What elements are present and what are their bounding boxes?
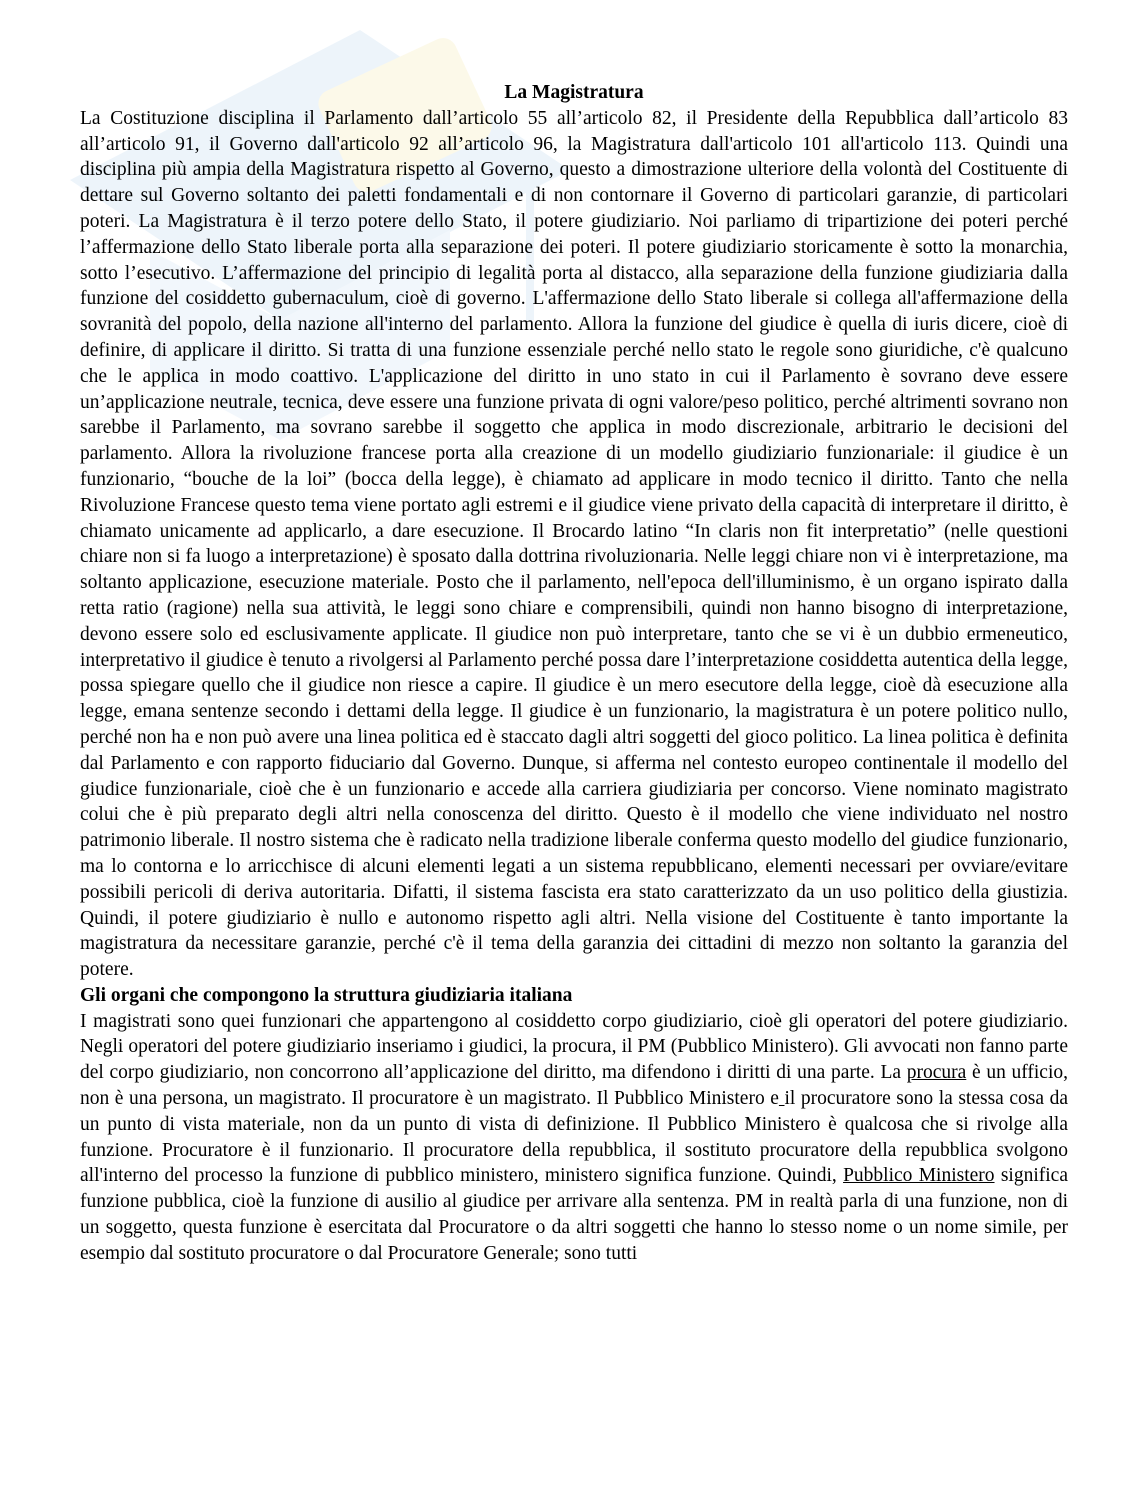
underlined-pubblico-ministero: Pubblico Ministero	[843, 1165, 995, 1187]
paragraph-text-part: I magistrati sono quei funzionari che appartengono al cosiddetto corpo giudiziario, cioè gli operatori del potere giudiziario. Negli operatori del potere giudiziario inseriamo i giudici, la procura, il PM (Pubblico Ministero). Gli avvocati non fanno parte del corpo giudiziario, non concorrono all’applicazione del diritto, ma difendono i diritti di una parte. La	[80, 1010, 1068, 1084]
paragraph-text-part: è un ufficio, non è una persona, un magistrato. Il procuratore è un magistrato. Il Pubblico Ministero e	[80, 1062, 1069, 1110]
underlined-procura: procura	[906, 1062, 967, 1084]
paragraph-intro: La Costituzione disciplina il Parlamento dall’articolo 55 all’articolo 82, il Presidente della Repubblica dall’articolo 83 all’articolo 91, il Governo dall'articolo 92 all’articolo 96, la Magistratura dall'articolo 101 all'articolo 113. Quindi una disciplina più ampia della Magistratura rispetto al Governo, questo a dimostrazione ulteriore della volontà del Costituente di dettare sul Governo soltanto dei paletti fondamentali e di non contornare il Governo di particolari garanzie, di particolari poteri. La Magistratura è il terzo potere dello Stato, il potere giudiziario. Noi parliamo di tripartizione dei poteri perché l’affermazione dello Stato liberale porta alla separazione dei poteri. Il potere giudiziario storicamente è sotto la monarchia, sotto l’esecutivo. L’affermazione del principio di legalità porta al distacco, alla separazione della funzione giudiziaria dalla funzione del cosiddetto gubernaculum, cioè di governo. L'affermazione dello Stato liberale si collega all'affermazione della sovranità del popolo, della nazione all'interno del parlamento. Allora la funzione del giudice è quella di iuris dicere, cioè di definire, di applicare il diritto. Si tratta di una funzione essenziale perché nello stato le regole sono giuridiche, c'è qualcuno che le applica in modo coattivo. L'applicazione del diritto in uno stato in cui il Parlamento è sovrano deve essere un’applicazione neutrale, tecnica, deve essere una funzione privata di ogni valore/peso politico, perché altrimenti sovrano non sarebbe il Parlamento, ma sovrano sarebbe il soggetto che applica in modo discrezionale, arbitrario le decisioni del parlamento. Allora la rivoluzione francese porta alla creazione di un modello giudiziario funzionariale: il giudice è un funzionario, “bouche de la loi” (bocca della legge), è chiamato ad applicare in modo tecnico il diritto. Tanto che nella Rivoluzione Francese questo tema viene portato agli estremi e il giudice viene privato della capacità di interpretare il diritto, è chiamato unicamente ad applicarlo, a dare esecuzione. Il Brocardo latino “In claris non fit interpretatio” (nelle questioni chiare non si fa luogo a interpretazione) è sposato dalla dottrina rivoluzionaria. Nelle leggi chiare non vi è interpretazione, ma soltanto applicazione, esecuzione materiale. Posto che il parlamento, nell'epoca dell'illuminismo, è un organo ispirato dalla retta ratio (ragione) nella sua attività, le leggi sono chiare e comprensibili, quindi non hanno bisogno di interpretazione, devono essere solo ed esclusivamente applicate. Il giudice non può interpretare, tanto che se vi è un dubbio ermeneutico, interpretativo il giudice è tenuto a rivolgersi al Parlamento perché possa dare l’interpretazione cosiddetta autentica della legge, possa spiegare quello che il giudice non riesce a capire. Il giudice è un mero esecutore della legge, cioè dà esecuzione alla legge, emana sentenze secondo i dettami della legge. Il giudice è un funzionario, la magistratura è un potere politico nullo, perché non ha e non può avere una linea politica ed è staccato dagli altri soggetti del gioco politico. La linea politica è definita dal Parlamento e con rapporto fiduciario dal Governo. Dunque, si afferma nel contesto europeo continentale il modello del giudice funzionariale, cioè che è un funzionario e accede alla carriera giudiziaria per concorso. Viene nominato magistrato colui che è più preparato degli altri nella conoscenza del diritto. Questo è il modello che viene individuato nel nostro patrimonio liberale. Il nostro sistema che è radicato nella tradizione liberale conferma questo modello del giudice funzionario, ma lo contorna e lo arricchisce di alcuni elementi legati a un sistema repubblicano, elementi necessari per ovviare/evitare possibili pericoli di deriva autoritaria. Difatti, il sistema fascista era stato caratterizzato da un uso politico della giustizia. Quindi, il potere giudiziario è nullo e autonomo rispetto agli altri. Nella visione del Costituente è tanto importante la magistratura da necessitare garanzie, perché c'è il tema della garanzia dei cittadini di mezzo non soltanto la garanzia del potere.	[80, 107, 1068, 981]
page-title: La Magistratura	[504, 82, 644, 103]
section-heading: Gli organi che compongono la struttura giudiziaria italiana	[80, 984, 573, 1006]
paragraph-text-part: significa funzione pubblica, cioè la funzione di ausilio al giudice per arrivare alla sentenza. PM in realtà parla di una funzione, non di un soggetto, questa funzione è esercitata dal Procuratore o da altri soggetti che hanno lo stesso nome o un nome simile, per esempio dal sostituto procuratore o dal Procuratore Generale; sono tutti	[80, 1165, 1068, 1264]
paragraph-text-part: il procuratore sono la stessa cosa da un punto di vista materiale, non da un punto di vista di definizione. Il Pubblico Ministero è qualcosa che si rivolge alla funzione. Procuratore è il funzionario. Il procuratore della repubblica, il sostituto procuratore della repubblica svolgono all'interno del processo la funzione di pubblico ministero, ministero significa funzione. Quindi,	[80, 1088, 1068, 1187]
document-body	[80, 80, 1068, 1267]
paragraph-organs	[80, 1009, 1068, 1267]
